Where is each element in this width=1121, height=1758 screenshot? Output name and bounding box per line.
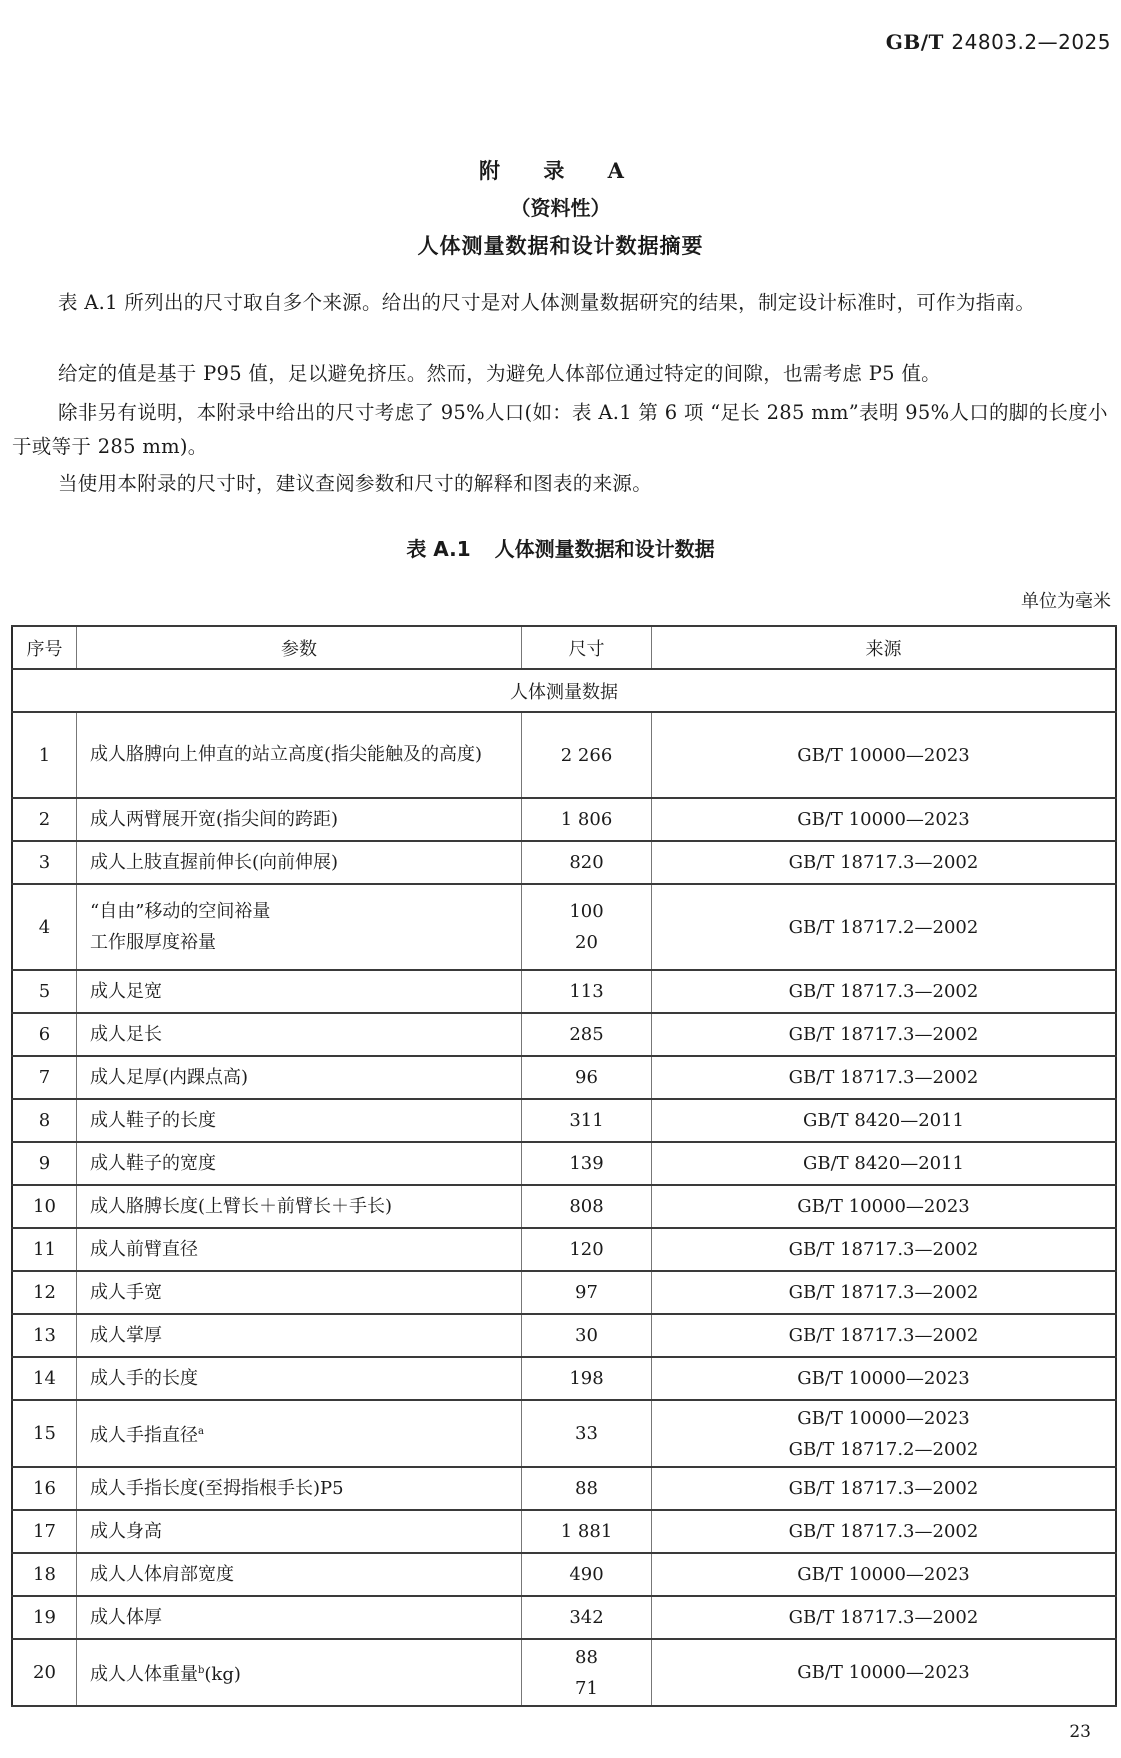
- cell-size: [522, 841, 652, 884]
- size-value: 100: [569, 901, 604, 922]
- table-row: [12, 798, 1116, 841]
- source-standard: GB/T 10000—2023: [797, 809, 970, 830]
- cell-size: [522, 1099, 652, 1142]
- cell-param: [77, 1357, 522, 1400]
- paragraph-reference: 当使用本附录的尺寸时，建议查阅参数和尺寸的解释和图表的来源。: [58, 472, 653, 495]
- cell-no: 16: [12, 1467, 77, 1510]
- cell-size: [522, 1185, 652, 1228]
- param-text: 成人前臂直径: [90, 1238, 198, 1260]
- cell-source: [652, 1639, 1117, 1706]
- param-text: 成人鞋子的宽度: [90, 1152, 216, 1174]
- source-standard: GB/T 10000—2023: [797, 1196, 970, 1217]
- cell-param: [77, 1228, 522, 1271]
- cell-param: [77, 1400, 522, 1467]
- cell-source: [652, 1185, 1117, 1228]
- table-row: [12, 1596, 1116, 1639]
- cell-no: 6: [12, 1013, 77, 1056]
- cell-no: 19: [12, 1596, 77, 1639]
- param-text: 成人足长: [90, 1023, 162, 1045]
- size-value: 97: [575, 1282, 598, 1303]
- table-row: [12, 1228, 1116, 1271]
- param-text: 成人手的长度: [90, 1367, 198, 1389]
- cell-size: [522, 1357, 652, 1400]
- cell-no: 13: [12, 1314, 77, 1357]
- cell-no: 18: [12, 1553, 77, 1596]
- cell-source: [652, 712, 1117, 798]
- cell-param: [77, 1510, 522, 1553]
- cell-source: [652, 884, 1117, 970]
- standard-prefix: GB/T: [885, 30, 944, 54]
- param-text: 成人掌厚: [90, 1324, 162, 1346]
- cell-source: [652, 1142, 1117, 1185]
- param-text: 成人胳膊长度(上臂长＋前臂长＋手长): [90, 1195, 393, 1217]
- param-text: 成人两臂展开宽(指尖间的跨距): [90, 808, 339, 830]
- table-caption-title: 人体测量数据和设计数据: [494, 537, 715, 561]
- paragraph-population: 除非另有说明，本附录中给出的尺寸考虑了 95%人口(如：表 A.1 第 6 项 “足长 285 mm”表明 95%人口的脚的长度小于或等于 285 mm)。: [12, 401, 1108, 458]
- cell-no: 10: [12, 1185, 77, 1228]
- table-row: [12, 1142, 1116, 1185]
- footnote-marker: a: [198, 1425, 204, 1437]
- cell-source: [652, 1271, 1117, 1314]
- size-value: 33: [575, 1423, 598, 1444]
- size-value: 490: [569, 1564, 604, 1585]
- table-row: [12, 1639, 1116, 1706]
- param-text: 成人手指直径: [90, 1424, 198, 1446]
- source-standard: GB/T 18717.3—2002: [788, 1239, 979, 1260]
- source-standard: GB/T 18717.3—2002: [788, 1282, 979, 1303]
- cell-no: 17: [12, 1510, 77, 1553]
- cell-source: [652, 1553, 1117, 1596]
- param-text: 成人手宽: [90, 1281, 162, 1303]
- source-standard: GB/T 10000—2023: [797, 1368, 970, 1389]
- param-text: 成人人体重量: [90, 1663, 198, 1685]
- cell-no: 4: [12, 884, 77, 970]
- source-standard: GB/T 10000—2023: [797, 744, 970, 766]
- source-standard: GB/T 8420—2011: [802, 1110, 964, 1131]
- size-value: 88: [575, 1646, 598, 1668]
- size-value: 2 266: [560, 744, 613, 766]
- header-size: 尺寸: [522, 626, 652, 669]
- cell-source: [652, 1467, 1117, 1510]
- cell-param: [77, 1056, 522, 1099]
- cell-source: [652, 1357, 1117, 1400]
- source-standard: GB/T 18717.3—2002: [788, 1478, 979, 1499]
- size-value: 808: [569, 1196, 604, 1217]
- size-value: 88: [575, 1478, 598, 1499]
- cell-size: [522, 1639, 652, 1706]
- cell-source: [652, 1013, 1117, 1056]
- cell-source: [652, 1228, 1117, 1271]
- table-row: [12, 1314, 1116, 1357]
- source-standard: GB/T 10000—2023: [797, 1407, 970, 1429]
- source-standard: GB/T 18717.3—2002: [788, 1607, 979, 1628]
- table-row: [12, 1013, 1116, 1056]
- annex-name: 人体测量数据和设计数据摘要: [417, 234, 704, 258]
- size-value: 96: [575, 1067, 598, 1088]
- cell-no: 11: [12, 1228, 77, 1271]
- size-value: 139: [569, 1153, 604, 1174]
- cell-source: [652, 798, 1117, 841]
- cell-param: [77, 884, 522, 970]
- param-text: 成人手指长度(至拇指根手长)P5: [90, 1477, 344, 1499]
- param-text: 成人人体肩部宽度: [90, 1563, 234, 1585]
- source-standard: GB/T 8420—2011: [802, 1153, 964, 1174]
- source-standard: GB/T 18717.2—2002: [788, 1438, 979, 1460]
- paragraph-sources: 表 A.1 所列出的尺寸取自多个来源。给出的尺寸是对人体测量数据研究的结果，制定设计标准时，可作为指南。: [58, 291, 1036, 314]
- cell-size: [522, 1013, 652, 1056]
- size-value: 113: [569, 981, 604, 1002]
- annex-nature: （资料性）: [510, 196, 611, 220]
- param-text: 成人体厚: [90, 1606, 162, 1628]
- source-standard: GB/T 18717.3—2002: [788, 852, 979, 873]
- cell-source: [652, 1400, 1117, 1467]
- cell-size: [522, 798, 652, 841]
- cell-param: [77, 1596, 522, 1639]
- size-value: 1 881: [560, 1521, 613, 1542]
- cell-size: [522, 712, 652, 798]
- cell-size: [522, 1596, 652, 1639]
- param-text: 成人足宽: [90, 980, 162, 1002]
- header-param: 参数: [77, 626, 522, 669]
- table-row: [12, 1185, 1116, 1228]
- cell-size: [522, 1314, 652, 1357]
- cell-no: 3: [12, 841, 77, 884]
- cell-no: 20: [12, 1639, 77, 1706]
- table-row: [12, 841, 1116, 884]
- source-standard: GB/T 18717.3—2002: [788, 1325, 979, 1346]
- table-row: [12, 970, 1116, 1013]
- cell-no: 5: [12, 970, 77, 1013]
- header-no: 序号: [12, 626, 77, 669]
- cell-size: [522, 1142, 652, 1185]
- cell-source: [652, 970, 1117, 1013]
- param-text: 成人足厚(内踝点高): [90, 1066, 249, 1088]
- cell-source: [652, 1510, 1117, 1553]
- param-line: 工作服厚度裕量: [90, 932, 216, 953]
- section-row: [12, 669, 1116, 712]
- source-standard: GB/T 10000—2023: [797, 1662, 970, 1683]
- cell-size: [522, 1467, 652, 1510]
- source-standard: GB/T 10000—2023: [797, 1564, 970, 1585]
- cell-param: [77, 1314, 522, 1357]
- table-row: [12, 1400, 1116, 1467]
- size-value: 30: [575, 1325, 598, 1346]
- anthropometric-table: [11, 625, 1117, 1707]
- size-value: 285: [569, 1024, 604, 1045]
- cell-no: 12: [12, 1271, 77, 1314]
- cell-no: 8: [12, 1099, 77, 1142]
- param-text: 成人身高: [90, 1520, 162, 1542]
- footnote-marker: b: [198, 1664, 205, 1676]
- table-caption-label: 表 A.1: [406, 537, 471, 561]
- cell-param: [77, 841, 522, 884]
- cell-size: [522, 1228, 652, 1271]
- standard-code: [886, 30, 1111, 54]
- header-source: 来源: [652, 626, 1117, 669]
- standard-number: 24803.2—2025: [951, 30, 1111, 54]
- annex-title: 附 录 A: [479, 158, 642, 183]
- source-standard: GB/T 18717.3—2002: [788, 1024, 979, 1045]
- cell-param: [77, 1185, 522, 1228]
- table-row: [12, 1467, 1116, 1510]
- paragraph-p95: 给定的值是基于 P95 值，足以避免挤压。然而，为避免人体部位通过特定的间隙，也需考虑 P5 值。: [58, 362, 941, 385]
- cell-param: [77, 1142, 522, 1185]
- size-value: 1 806: [560, 809, 613, 830]
- param-unit: (kg): [204, 1663, 241, 1685]
- cell-source: [652, 1056, 1117, 1099]
- param-line: “自由”移动的空间裕量: [90, 901, 271, 922]
- size-value: 120: [569, 1239, 604, 1260]
- table-row: [12, 1056, 1116, 1099]
- table-row: [12, 1553, 1116, 1596]
- cell-param: [77, 970, 522, 1013]
- cell-param: [77, 1013, 522, 1056]
- table-row: [12, 1357, 1116, 1400]
- param-text: 成人胳膊向上伸直的站立高度(指尖能触及的高度): [90, 744, 483, 765]
- cell-source: [652, 1314, 1117, 1357]
- cell-size: [522, 970, 652, 1013]
- source-standard: GB/T 18717.3—2002: [788, 981, 979, 1002]
- cell-source: [652, 841, 1117, 884]
- cell-param: [77, 1099, 522, 1142]
- cell-no: 15: [12, 1400, 77, 1467]
- section-title: 人体测量数据: [12, 669, 1116, 712]
- cell-size: [522, 1553, 652, 1596]
- cell-param: [77, 1271, 522, 1314]
- size-value: 20: [575, 932, 598, 953]
- param-text: 成人上肢直握前伸长(向前伸展): [90, 851, 339, 873]
- table-row: [12, 1099, 1116, 1142]
- cell-source: [652, 1596, 1117, 1639]
- table-row: [12, 884, 1116, 970]
- cell-param: [77, 1467, 522, 1510]
- table-header-row: [12, 626, 1116, 669]
- table-row: [12, 1510, 1116, 1553]
- cell-no: 14: [12, 1357, 77, 1400]
- cell-size: [522, 884, 652, 970]
- size-value: 71: [575, 1677, 598, 1699]
- param-text: 成人鞋子的长度: [90, 1109, 216, 1131]
- cell-size: [522, 1400, 652, 1467]
- cell-size: [522, 1510, 652, 1553]
- unit-note: 单位为毫米: [1021, 591, 1111, 612]
- cell-no: 2: [12, 798, 77, 841]
- table-caption: [0, 533, 1121, 562]
- cell-param: [77, 798, 522, 841]
- page-number: 23: [1069, 1722, 1091, 1742]
- source-standard: GB/T 18717.2—2002: [788, 916, 979, 938]
- cell-no: 9: [12, 1142, 77, 1185]
- cell-no: 7: [12, 1056, 77, 1099]
- cell-size: [522, 1271, 652, 1314]
- table-row: [12, 712, 1116, 798]
- cell-no: 1: [12, 712, 77, 798]
- size-value: 820: [569, 852, 604, 873]
- cell-param: [77, 712, 522, 798]
- table-row: [12, 1271, 1116, 1314]
- size-value: 342: [569, 1607, 604, 1628]
- cell-param: [77, 1553, 522, 1596]
- size-value: 198: [569, 1368, 604, 1389]
- source-standard: GB/T 18717.3—2002: [788, 1067, 979, 1088]
- cell-source: [652, 1099, 1117, 1142]
- size-value: 311: [569, 1110, 604, 1131]
- cell-size: [522, 1056, 652, 1099]
- source-standard: GB/T 18717.3—2002: [788, 1521, 979, 1542]
- cell-param: [77, 1639, 522, 1706]
